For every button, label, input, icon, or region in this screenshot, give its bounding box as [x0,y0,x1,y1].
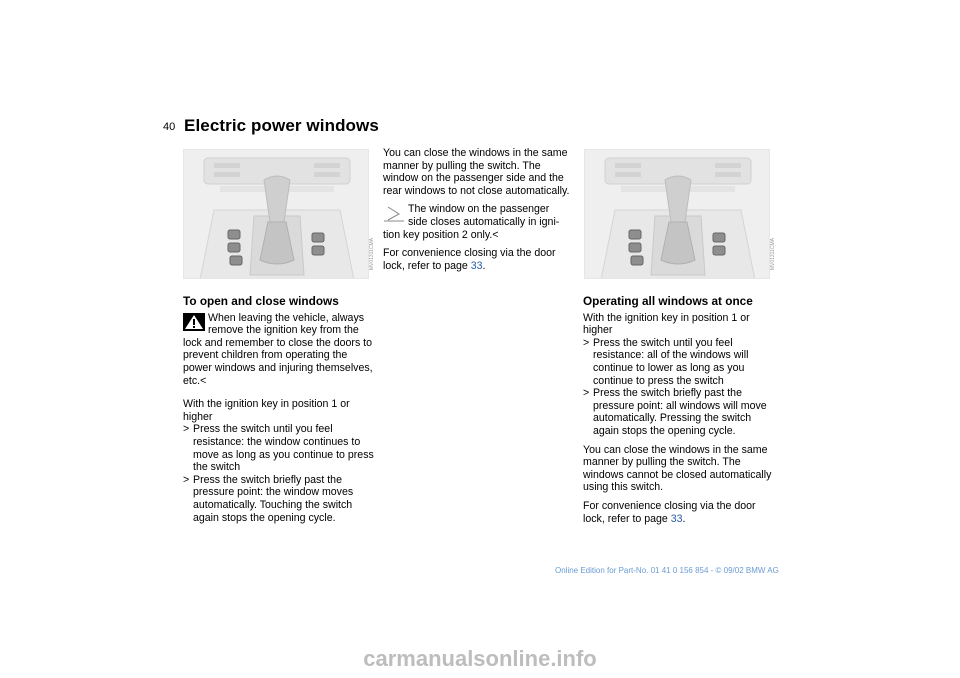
list-item: > Press the switch briefly past the pressure point: the window moves automatically. Touching the switch again stops the opening cycle. [183,473,354,524]
right-column [583,295,775,525]
figure-code-right: MV01311CMA [770,238,776,271]
warning-line-1: When leaving the vehicle, always [208,311,365,324]
bullet-arrow: > [583,387,590,400]
console-illustration-left [184,150,369,279]
section-heading-all-windows: Operating all windows at once [583,294,753,308]
footer-edition: Online Edition for Part-No. 01 41 0 156 854 - © 09/02 BMW AG [555,566,779,575]
convenience-text: For convenience closing via the door lock, refer to page 33. [383,247,556,272]
note-line-1: The window on the passenger [408,203,550,216]
info-note [383,203,577,241]
note-line-2: side closes automatically in igni- [408,215,560,228]
intro-text: With the ignition key in position 1 or higher [583,311,750,337]
page-number: 40 [163,121,176,133]
note-arrow-icon [383,204,405,222]
bullet-arrow: > [583,336,590,349]
page-title: Electric power windows [184,116,379,135]
section-heading-open-close: To open and close windows [183,294,339,308]
middle-column [383,147,577,272]
bullet-arrow: > [183,423,190,436]
page-ref-link[interactable]: 33 [670,512,683,525]
list-item: > Press the switch until you feel resistance: all of the windows will continue to lower as long as you continue to press the switch [583,336,749,387]
left-column [183,295,375,524]
figure-right [584,149,770,279]
warning-line-2: remove the ignition key from the [208,324,359,337]
figure-code-left: MV01311CMA [369,238,375,271]
close-all-text: You can close the windows in the same manner by pulling the switch. The windows cannot be closed automatically using this switch. [583,443,772,494]
watermark: carmanualsonline.info [363,646,597,671]
convenience-text: For convenience closing via the door lock, refer to page 33. [583,499,756,525]
figure-left [183,149,369,279]
warning-triangle-icon [183,313,205,331]
end-mark: < [200,374,207,387]
console-illustration-right [585,150,770,279]
list-item: > Press the switch briefly past the pressure point: all windows will move automatically. Pressing the switch again stops the opening cycle. [583,387,767,437]
intro-text: With the ignition key in position 1 or higher [183,398,350,423]
list-item: > Press the switch until you feel resistance: the window continues to move as long as you continue to press the switch [183,423,374,474]
page-ref-link[interactable]: 33 [470,259,483,272]
note-text: tion key position 2 only.< [383,228,499,241]
close-windows-text: You can close the windows in the same manner by pulling the switch. The window on the passenger side and the rear windows to not close automatically. [383,147,570,197]
warning-text: lock and remember to close the doors to prevent children from operating the power windows and injuring themselves, etc.< [183,336,373,387]
warning-note [183,312,375,388]
end-mark: < [492,228,499,241]
bullet-arrow: > [183,473,190,486]
